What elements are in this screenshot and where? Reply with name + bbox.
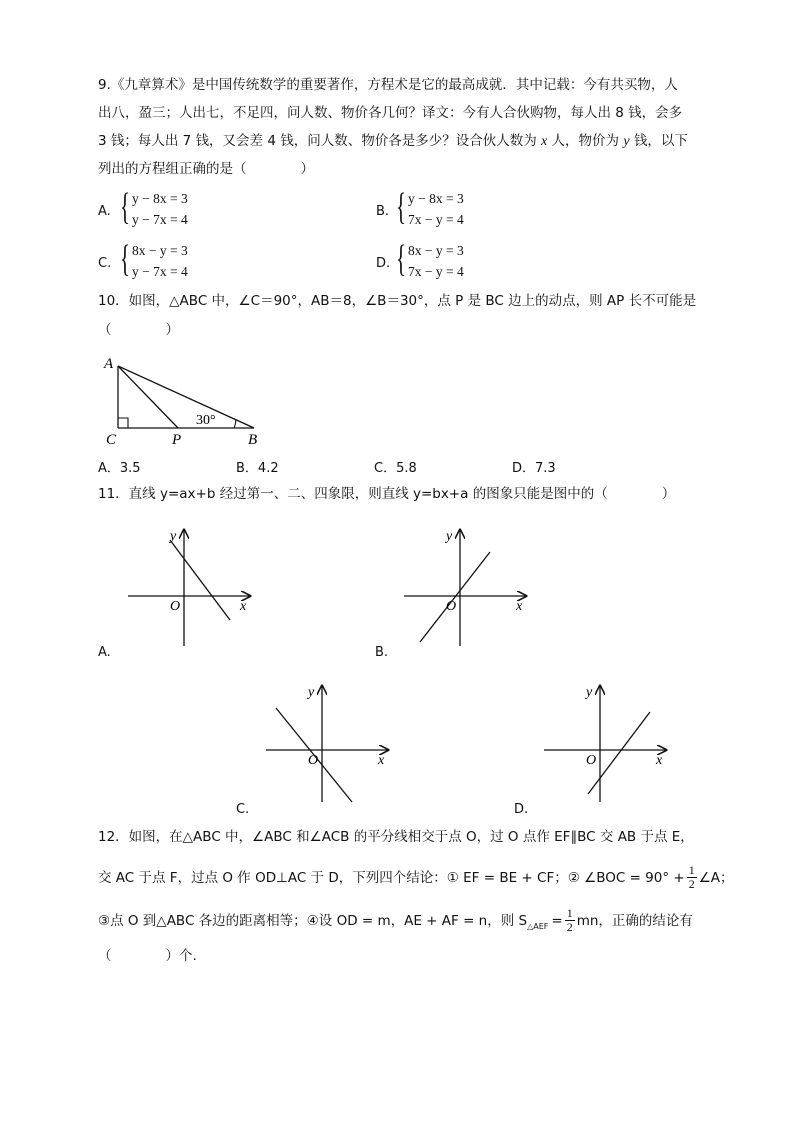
q11-graph-c[interactable] — [264, 682, 394, 808]
label-c: C — [106, 432, 117, 448]
q9-line3: 3 钱；每人出 7 钱，又会差 4 钱，问人数、物价各是多少？设合伙人数为 x 人，物价为 y 钱，以下 — [98, 133, 688, 149]
x-label: x — [240, 599, 247, 614]
origin-label: O — [170, 599, 181, 614]
q11-option-b-label[interactable]: B. — [375, 645, 389, 660]
q11-graph-a[interactable] — [126, 524, 256, 650]
q10-option-a[interactable]: A．3.5 — [98, 461, 141, 476]
segment-ap — [118, 366, 178, 428]
fraction-half: $\frac{1}{2}$ — [688, 863, 695, 891]
q10-triangle-figure — [98, 352, 268, 448]
q10-line1: 10．如图，△ABC 中，∠C＝90°，AB＝8，∠B＝30°，点 P 是 BC 边上的动点，则 AP 长不可能是 — [98, 293, 697, 309]
q12-line4: （ ）个. — [98, 948, 197, 964]
origin-label: O — [308, 753, 319, 768]
label-p: P — [172, 432, 182, 448]
q9-line4: 列出的方程组正确的是（ ） — [98, 161, 314, 177]
q11-line1: 11．直线 y=ax+b 经过第一、二、四象限，则直线 y=bx+a 的图象只能是图中的（ ） — [98, 486, 676, 502]
fraction-half: $\frac{1}{2}$ — [566, 906, 573, 934]
q10-option-b[interactable]: B．4.2 — [236, 461, 279, 476]
brace-icon: { — [396, 238, 407, 280]
q11-option-d-label[interactable]: D. — [514, 802, 529, 817]
label-a: A — [104, 356, 114, 372]
x-label: x — [516, 599, 523, 614]
y-label: y — [446, 529, 453, 544]
origin-label: O — [586, 753, 597, 768]
x-label: x — [378, 753, 385, 768]
q12-line2: 交 AC 于点 F，过点 O 作 OD⊥AC 于 D，下列四个结论：① EF = BE + CF；② ∠BOC = 90° + $\frac{1}{2}$ ∠A； — [98, 863, 734, 891]
y-label: y — [170, 529, 177, 544]
right-angle-mark — [118, 418, 128, 428]
q12-line3: ③点 O 到△ABC 各边的距离相等；④设 OD = m，AE + AF = n，则 S △AEF = $\frac{1}{2}$ mn，正确的结论有 — [98, 906, 693, 934]
q10-option-c[interactable]: C．5.8 — [374, 461, 417, 476]
graph-line — [588, 712, 650, 794]
x-label: x — [656, 753, 663, 768]
q9-line1: 9.《九章算术》是中国传统数学的重要著作，方程术是它的最高成就．其中记载：今有共买物，人 — [98, 77, 678, 93]
y-label: y — [308, 685, 315, 700]
brace-icon: { — [120, 186, 131, 228]
graph-line — [420, 552, 490, 642]
brace-icon: { — [396, 186, 407, 228]
q11-graph-d[interactable] — [542, 682, 672, 808]
q10-option-d[interactable]: D．7.3 — [512, 461, 556, 476]
q10-line2: （ ） — [98, 322, 179, 338]
label-angle-30: 30° — [196, 413, 216, 428]
q11-graph-b[interactable] — [402, 524, 532, 650]
angle-arc — [234, 420, 236, 428]
y-label: y — [586, 685, 593, 700]
q11-option-c-label[interactable]: C. — [236, 802, 250, 817]
side-ab — [118, 366, 254, 428]
q9-line2: 出八，盈三；人出七，不足四，问人数、物价各几何？译文：今有人合伙购物，每人出 8 钱，会多 — [98, 105, 683, 121]
origin-label: O — [446, 599, 457, 614]
label-b: B — [248, 432, 258, 448]
q11-option-a-label[interactable]: A. — [98, 645, 111, 660]
brace-icon: { — [120, 238, 131, 280]
q12-line1: 12．如图，在△ABC 中，∠ABC 和∠ACB 的平分线相交于点 O，过 O 点作 EF∥BC 交 AB 于点 E， — [98, 829, 694, 845]
